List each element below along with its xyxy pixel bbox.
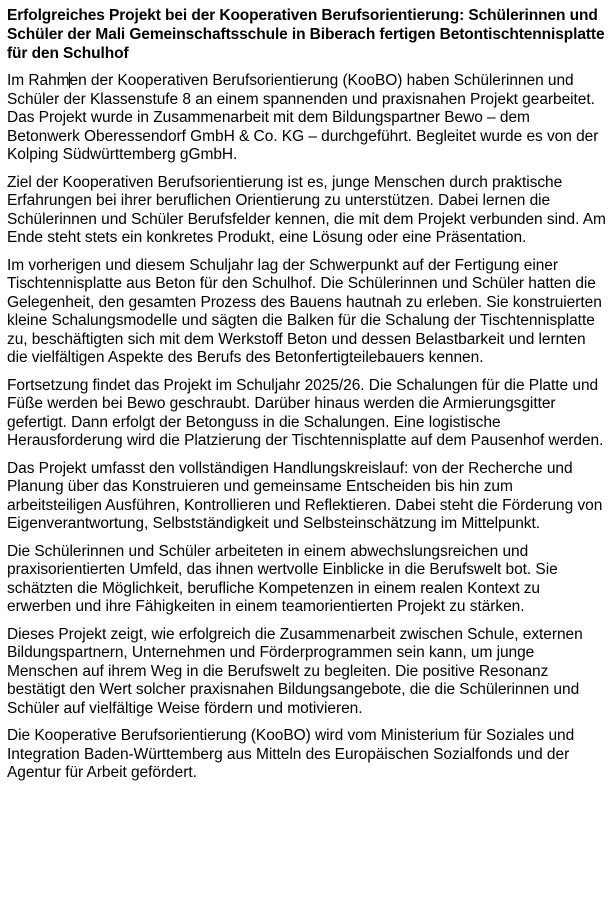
paragraph-7[interactable]: Dieses Projekt zeigt, wie erfolgreich die Zusammenarbeit zwischen Schule, externen Bildungspartnern, Unternehmen und Förderprogrammen sein kann, um junge Menschen auf ihrem Weg in die Berufswelt zu begleiten. Die positive Resonanz bestätigt den Wert solcher praxisnahen Bildungsangebote, die die Schülerinnen und Schüler auf vielfältige Weise fördern und motivieren. xyxy=(7,625,583,717)
paragraph-1[interactable] xyxy=(7,72,606,165)
paragraph-4[interactable]: Fortsetzung findet das Projekt im Schuljahr 2025/26. Die Schalungen für die Platte und Füße werden bei Bewo geschraubt. Darüber hinaus werden die Armierungsgitter gefertigt. Dann erfolgt der Betonguss in die Schalungen. Eine logistische Herausforderung wird die Platzierung der Tischtennisplatte auf dem Pausenhof werden. xyxy=(7,376,604,449)
paragraph-6[interactable]: Die Schülerinnen und Schüler arbeiteten in einem abwechslungsreichen und praxisorientierten Umfeld, das ihnen wertvolle Einblicke in die Berufswelt bot. Sie schätzten die Möglichkeit, berufliche Kompetenzen in einem realen Kontext zu erwerben und ihre Fähigkeiten in einem teamorientierten Projekt zu stärken. xyxy=(7,542,558,615)
paragraph-1-text-end: en der Kooperativen Berufsorientierung (KooBO) haben Schülerinnen und Schüler der Klassenstufe 8 an einem spannenden und praxisnahen Projekt gearbeitet. Das Projekt wurde in Zusammenarbeit mit dem Bildungspartner Bewo – dem Betonwerk Oberessendorf GmbH & Co. KG – durchgeführt. Begleitet wurde es von der Kolping Südwürttemberg gGmbH. xyxy=(7,72,599,163)
article-headline: Erfolgreiches Projekt bei der Kooperativen Berufsorientierung: Schülerinnen und Schüler der Mali Gemeinschaftsschule in Biberach fertigen Betontischtennisplatte für den Schulhof xyxy=(7,7,605,62)
paragraph-8[interactable]: Die Kooperative Berufsorientierung (KooBO) wird vom Ministerium für Soziales und Integration Baden-Württemberg aus Mitteln des Europäischen Sozialfonds und der Agentur für Arbeit gefördert. xyxy=(7,727,575,781)
paragraph-3[interactable]: Im vorherigen und diesem Schuljahr lag der Schwerpunkt auf der Fertigung einer Tischtennisplatte aus Beton für den Schulhof. Die Schülerinnen und Schüler hatten die Gelegenheit, den gesamten Prozess des Bauens hautnah zu erleben. Sie konstruierten kleine Schalungsmodelle und sägten die Balken für die Schalung der Tischtennisplatte zu, beschäftigten sich mit dem Werkstoff Beton und dessen Belastbarkeit und lernten die vielfältigen Aspekte des Berufs des Betonfertigteilebauers kennen. xyxy=(7,256,602,366)
paragraph-1-text-start: Im Rahm xyxy=(7,72,70,89)
paragraph-5[interactable]: Das Projekt umfasst den vollständigen Handlungskreislauf: von der Recherche und Planung über das Konstruieren und gemeinsame Entscheiden bis hin zum arbeitsteiligen Ausführen, Kontrollieren und Reflektieren. Dabei steht die Förderung von Eigenverantwortung, Selbstständigkeit und Selbsteinschätzung im Mittelpunkt. xyxy=(7,459,603,532)
paragraph-2[interactable]: Ziel der Kooperativen Berufsorientierung ist es, junge Menschen durch praktische Erfahrungen bei ihrer beruflichen Orientierung zu unterstützen. Dabei lernen die Schülerinnen und Schüler Berufsfelder kennen, die mit dem Projekt verbunden sind. Am Ende steht stets ein konkretes Produkt, eine Lösung oder eine Präsentation. xyxy=(7,173,606,246)
